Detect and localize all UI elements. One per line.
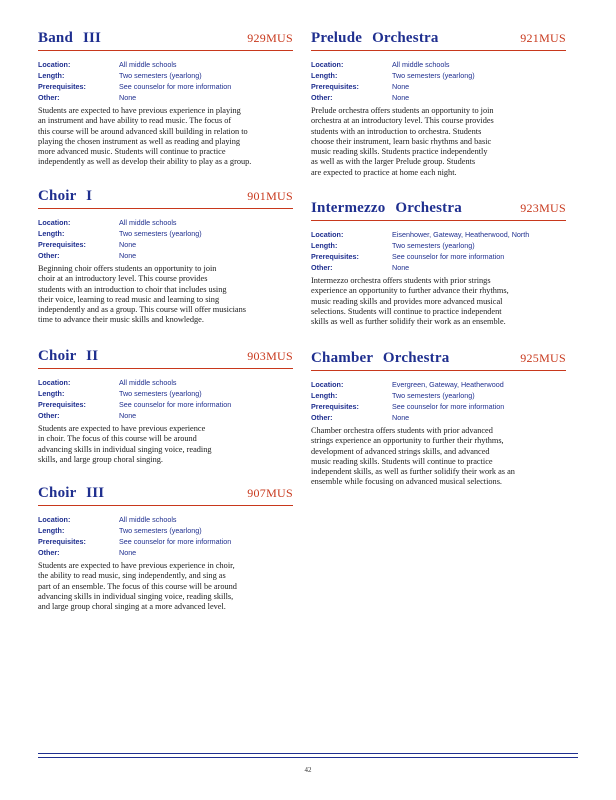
course-prelude-orchestra: [311, 30, 566, 200]
right-column: [311, 30, 566, 488]
other-value: None: [119, 251, 137, 260]
other-value: None: [119, 93, 137, 102]
other-value: None: [392, 413, 410, 422]
other-value: None: [392, 263, 410, 272]
course-code: 921MUS: [520, 31, 566, 45]
footer-rule-bottom: [38, 757, 578, 758]
location-value: All middle schools: [392, 60, 450, 69]
course-description: Prelude orchestra offers students an opportunity to join orchestra at an introductory level. This course provides students with an introduction to orchestra. Students choose their instrument, learn basic rhythms and basic music reading skills. Students practice independently as well as with the larger Prelude group. Students are expected to practice at home each night.: [311, 106, 494, 177]
location-label: Location:: [311, 380, 344, 389]
other-label: Other:: [311, 413, 333, 422]
course-details: [311, 229, 566, 273]
length-value: Two semesters (yearlong): [119, 71, 202, 80]
location-label: Location:: [38, 218, 71, 227]
course-title: Choir III: [38, 485, 105, 501]
location-label: Location:: [38, 515, 71, 524]
location-value: Eisenhower, Gateway, Heatherwood, North: [392, 230, 530, 239]
prerequisites-label: Prerequisites:: [38, 82, 86, 91]
course-details: [311, 379, 566, 423]
course-title: Prelude Orchestra: [311, 30, 439, 46]
course-description: Students are expected to have previous experience in playing an instrument and have ability to read music. The focus of this course will be around advanced skill building in relation to playing the chosen instrument as well as reading and playing more advanced music. Students will continue to practice independently as well as develop their ability to play as a group.: [38, 106, 252, 167]
length-label: Length:: [311, 71, 338, 80]
course-description: Intermezzo orchestra offers students with prior strings experience an opportunity to further advance their rhythms, music reading skills and provides more advanced musical selections. Students will continue to practice independent skills as well as further solidify their work as an ensemble.: [311, 276, 509, 327]
course-chamber-orchestra: [311, 350, 566, 488]
course-code: 923MUS: [520, 201, 566, 215]
other-label: Other:: [38, 548, 60, 557]
course-details: [38, 377, 293, 421]
location-value: All middle schools: [119, 60, 177, 69]
page-number: 42: [304, 766, 312, 774]
other-label: Other:: [38, 251, 60, 260]
course-code: 901MUS: [247, 189, 293, 203]
prerequisites-value: See counselor for more information: [119, 82, 232, 91]
course-code: 907MUS: [247, 486, 293, 500]
course-header: [311, 350, 566, 371]
location-label: Location:: [311, 230, 344, 239]
course-choir-2: [38, 348, 293, 485]
location-label: Location:: [38, 60, 71, 69]
prerequisites-value: None: [392, 82, 410, 91]
other-value: None: [119, 411, 137, 420]
location-value: Evergreen, Gateway, Heatherwood: [392, 380, 504, 389]
course-title: Intermezzo Orchestra: [311, 200, 462, 216]
course-header: [38, 485, 293, 506]
other-label: Other:: [311, 93, 333, 102]
location-value: All middle schools: [119, 218, 177, 227]
prerequisites-value: See counselor for more information: [119, 400, 232, 409]
length-value: Two semesters (yearlong): [392, 391, 475, 400]
course-header: [311, 200, 566, 221]
length-value: Two semesters (yearlong): [119, 229, 202, 238]
course-code: 925MUS: [520, 351, 566, 365]
location-label: Location:: [38, 378, 71, 387]
length-label: Length:: [38, 229, 65, 238]
prerequisites-value: None: [119, 240, 137, 249]
course-details: [38, 59, 293, 103]
prerequisites-label: Prerequisites:: [38, 240, 86, 249]
length-value: Two semesters (yearlong): [392, 241, 475, 250]
prerequisites-label: Prerequisites:: [311, 252, 359, 261]
prerequisites-label: Prerequisites:: [38, 537, 86, 546]
course-header: [311, 30, 566, 51]
course-description: Students are expected to have previous experience in choir, the ability to read music, sing independently, and sing as part of an ensemble. The focus of this course will be around advancing skills in individual singing voice, reading skills, and large group choral singing at a more advanced level.: [38, 561, 237, 612]
length-label: Length:: [311, 391, 338, 400]
course-details: [311, 59, 566, 103]
course-details: [38, 217, 293, 261]
course-title: Band III: [38, 30, 102, 46]
location-value: All middle schools: [119, 378, 177, 387]
course-intermezzo-orchestra: [311, 200, 566, 350]
course-details: [38, 514, 293, 558]
length-label: Length:: [38, 526, 65, 535]
course-header: [38, 348, 293, 369]
course-title: Chamber Orchestra: [311, 350, 450, 366]
prerequisites-label: Prerequisites:: [311, 402, 359, 411]
length-label: Length:: [38, 389, 65, 398]
other-label: Other:: [311, 263, 333, 272]
footer-rule-top: [38, 753, 578, 754]
prerequisites-label: Prerequisites:: [311, 82, 359, 91]
course-header: [38, 188, 293, 209]
length-label: Length:: [311, 241, 338, 250]
course-choir-3: [38, 485, 293, 612]
location-value: All middle schools: [119, 515, 177, 524]
prerequisites-label: Prerequisites:: [38, 400, 86, 409]
prerequisites-value: See counselor for more information: [119, 537, 232, 546]
prerequisites-value: See counselor for more information: [392, 402, 505, 411]
length-value: Two semesters (yearlong): [392, 71, 475, 80]
course-header: [38, 30, 293, 51]
length-label: Length:: [38, 71, 65, 80]
course-description: Chamber orchestra offers students with prior advanced strings experience an opportunity to further their rhythms, development of advanced strings skills, and advanced music reading skills. Students will continue to practice independent skills, as well as further solidify their work as an ensemble while focusing on advanced musical selections.: [311, 426, 515, 487]
other-label: Other:: [38, 411, 60, 420]
course-choir-1: [38, 188, 293, 348]
course-band-3: [38, 30, 293, 188]
course-code: 929MUS: [247, 31, 293, 45]
length-value: Two semesters (yearlong): [119, 526, 202, 535]
course-title: Choir I: [38, 188, 93, 204]
other-label: Other:: [38, 93, 60, 102]
other-value: None: [119, 548, 137, 557]
course-code: 903MUS: [247, 349, 293, 363]
length-value: Two semesters (yearlong): [119, 389, 202, 398]
other-value: None: [392, 93, 410, 102]
prerequisites-value: See counselor for more information: [392, 252, 505, 261]
location-label: Location:: [311, 60, 344, 69]
course-description: Students are expected to have previous experience in choir. The focus of this course will be around advancing skills in individual singing voice, reading skills, and large group choral singing.: [38, 424, 212, 464]
left-column: [38, 30, 293, 612]
course-title: Choir II: [38, 348, 99, 364]
course-description: Beginning choir offers students an opportunity to join choir at an introductory level. This course provides students with an introduction to choir that includes using their voice, learning to read music and learning to sing independently and as a group. This course will offer musicians time to advance their music skills and knowledge.: [38, 264, 246, 325]
